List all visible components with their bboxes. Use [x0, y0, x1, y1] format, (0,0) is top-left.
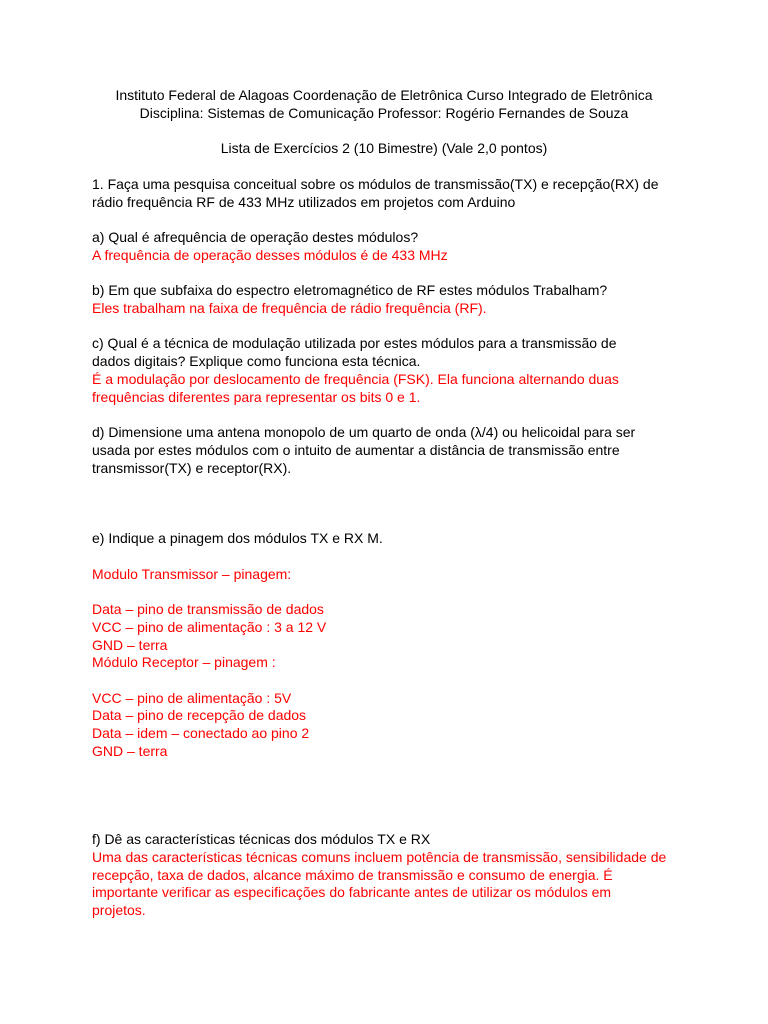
- tx-pin-data: Data – pino de transmissão de dados: [92, 601, 324, 617]
- question-d-line-1: d) Dimensione uma antena monopolo de um quarto de onda (λ/4) ou helicoidal para ser: [92, 424, 636, 440]
- answer-b: Eles trabalham na faixa de frequência de rádio frequência (RF).: [92, 300, 487, 316]
- question-f: f) Dê as características técnicas dos módulos TX e RX: [92, 831, 431, 847]
- rx-pin-gnd: GND – terra: [92, 743, 168, 759]
- answer-f-line-4: projetos.: [92, 902, 146, 918]
- document-title: Lista de Exercícios 2 (10 Bimestre) (Vale 2,0 pontos): [220, 140, 548, 156]
- question-e: e) Indique a pinagem dos módulos TX e RX M.: [92, 530, 383, 546]
- tx-pinout-heading: Modulo Transmissor – pinagem:: [92, 566, 292, 582]
- answer-f-line-3: importante verificar as especificações do fabricante antes de utilizar os módulos em: [92, 884, 612, 900]
- question-b: b) Em que subfaixa do espectro eletromagnético de RF estes módulos Trabalham?: [92, 282, 608, 298]
- header-institution: Instituto Federal de Alagoas Coordenação de Eletrônica Curso Integrado de Eletrônica: [115, 87, 653, 103]
- question-d-line-3: transmissor(TX) e receptor(RX).: [92, 460, 292, 476]
- question-1-line-1: 1. Faça uma pesquisa conceitual sobre os módulos de transmissão(TX) e recepção(RX) de: [92, 176, 659, 192]
- question-a: a) Qual é afrequência de operação destes módulos?: [92, 229, 419, 245]
- answer-f-line-1: Uma das características técnicas comuns incluem potência de transmissão, sensibilidade de: [92, 849, 667, 865]
- answer-c-line-2: frequências diferentes para representar os bits 0 e 1.: [92, 389, 421, 405]
- question-1-line-2: rádio frequência RF de 433 MHz utilizados em projetos com Arduino: [92, 194, 516, 210]
- rx-pin-data: Data – pino de recepção de dados: [92, 707, 307, 723]
- rx-pin-data-idem: Data – idem – conectado ao pino 2: [92, 725, 310, 741]
- question-c-line-2: dados digitais? Explique como funciona esta técnica.: [92, 353, 421, 369]
- rx-pinout-heading: Módulo Receptor – pinagem :: [92, 654, 276, 670]
- question-d-line-2: usada por estes módulos com o intuito de aumentar a distância de transmissão entre: [92, 442, 620, 458]
- header-discipline: Disciplina: Sistemas de Comunicação Professor: Rogério Fernandes de Souza: [139, 105, 629, 121]
- tx-pin-vcc: VCC – pino de alimentação : 3 a 12 V: [92, 619, 327, 635]
- question-c-line-1: c) Qual é a técnica de modulação utilizada por estes módulos para a transmissão de: [92, 335, 617, 351]
- rx-pin-vcc: VCC – pino de alimentação : 5V: [92, 690, 292, 706]
- answer-f-line-2: recepção, taxa de dados, alcance máximo de transmissão e consumo de energia. É: [92, 867, 613, 883]
- tx-pin-gnd: GND – terra: [92, 637, 168, 653]
- answer-c-line-1: É a modulação por deslocamento de frequência (FSK). Ela funciona alternando duas: [92, 371, 619, 387]
- answer-a: A frequência de operação desses módulos é de 433 MHz: [92, 247, 448, 263]
